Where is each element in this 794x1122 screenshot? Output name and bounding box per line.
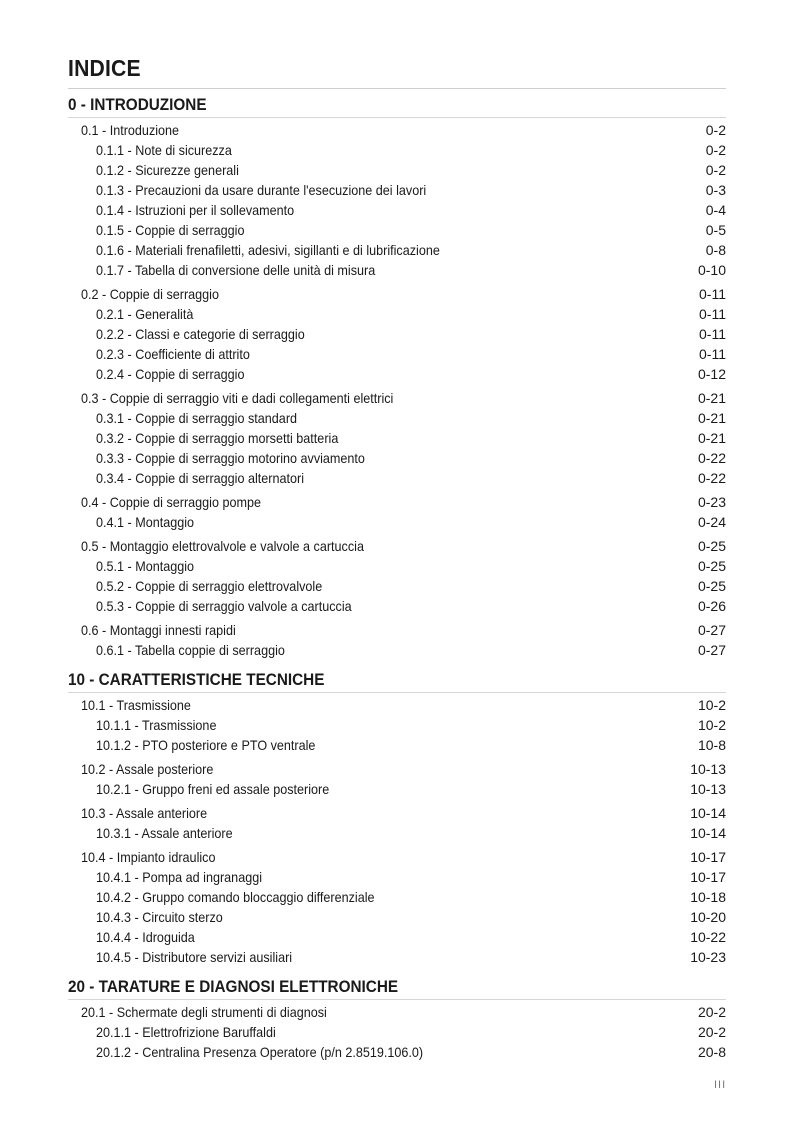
chapter-divider <box>68 692 726 693</box>
toc-subsection-entry[interactable] <box>68 140 726 160</box>
entry-label: 10.2 - Assale posteriore <box>81 761 214 777</box>
entry-page-number: 10-18 <box>690 889 726 905</box>
toc-subsection-entry[interactable] <box>68 887 726 907</box>
entry-page-number: 0-25 <box>697 538 726 554</box>
entry-page-number: 10-13 <box>690 781 726 797</box>
toc-subsection-entry[interactable] <box>68 867 726 887</box>
toc-subsection-entry[interactable] <box>68 180 726 200</box>
chapter-heading[interactable] <box>68 668 726 692</box>
entry-label: 10.4 - Impianto idraulico <box>81 849 216 865</box>
toc-subsection-entry[interactable] <box>68 947 726 967</box>
entry-label: 10.4.5 - Distributore servizi ausiliari <box>96 949 293 965</box>
entry-page-number: 0-2 <box>705 162 726 178</box>
toc-subsection-entry[interactable] <box>68 823 726 843</box>
entry-page-number: 0-26 <box>697 598 726 614</box>
entry-page-number: 0-21 <box>697 430 726 446</box>
entry-label: 0.3.2 - Coppie di serraggio morsetti batteria <box>96 430 339 446</box>
entry-page-number: 10-8 <box>697 737 726 753</box>
entry-label: 0.2.2 - Classi e categorie di serraggio <box>96 326 305 342</box>
entry-page-number: 0-4 <box>705 202 726 218</box>
entry-label: 10.1.1 - Trasmissione <box>96 717 217 733</box>
entry-page-number: 0-22 <box>697 470 726 486</box>
entry-page-number: 10-22 <box>690 929 726 945</box>
toc-section-entry[interactable] <box>68 492 726 512</box>
entry-label: 0.1.6 - Materiali frenafiletti, adesivi, sigillanti e di lubrificazione <box>96 242 440 258</box>
entry-label: 0.2.3 - Coefficiente di attrito <box>96 346 250 362</box>
entry-page-number: 10-13 <box>690 761 726 777</box>
entry-page-number: 0-11 <box>699 286 726 302</box>
page-number: III <box>714 1079 727 1091</box>
entry-page-number: 0-21 <box>697 390 726 406</box>
entry-label: 10.2.1 - Gruppo freni ed assale posteriore <box>96 781 330 797</box>
toc-subsection-entry[interactable] <box>68 556 726 576</box>
entry-page-number: 0-2 <box>705 142 726 158</box>
entry-page-number: 0-12 <box>697 366 726 382</box>
chapter-divider <box>68 117 726 118</box>
entry-page-number: 10-2 <box>697 697 726 713</box>
toc-subsection-entry[interactable] <box>68 160 726 180</box>
page-title: INDICE <box>68 55 141 81</box>
toc-subsection-entry[interactable] <box>68 779 726 799</box>
toc-subsection-entry[interactable] <box>68 200 726 220</box>
entry-page-number: 0-22 <box>697 450 726 466</box>
toc-subsection-entry[interactable] <box>68 1022 726 1042</box>
entry-label: 20.1.2 - Centralina Presenza Operatore (p/n 2.8519.106.0) <box>96 1044 424 1060</box>
entry-page-number: 10-17 <box>690 869 726 885</box>
entry-page-number: 0-3 <box>705 182 726 198</box>
toc-section-entry[interactable] <box>68 620 726 640</box>
entry-page-number: 20-2 <box>697 1004 726 1020</box>
entry-label: 10.1.2 - PTO posteriore e PTO ventrale <box>96 737 316 753</box>
entry-label: 10.1 - Trasmissione <box>81 697 191 713</box>
entry-page-number: 0-5 <box>705 222 726 238</box>
toc-subsection-entry[interactable] <box>68 907 726 927</box>
chapter-title: 20 - TARATURE E DIAGNOSI ELETTRONICHE <box>68 977 399 996</box>
toc-subsection-entry[interactable] <box>68 344 726 364</box>
entry-label: 10.4.1 - Pompa ad ingranaggi <box>96 869 263 885</box>
chapter-title: 10 - CARATTERISTICHE TECNICHE <box>68 670 325 689</box>
entry-label: 0.1.5 - Coppie di serraggio <box>96 222 245 238</box>
toc-subsection-entry[interactable] <box>68 1042 726 1062</box>
chapter-title: 0 - INTRODUZIONE <box>68 95 207 114</box>
chapter-divider <box>68 999 726 1000</box>
entry-page-number: 0-24 <box>697 514 726 530</box>
entry-label: 0.2.1 - Generalità <box>96 306 194 322</box>
entry-page-number: 0-2 <box>705 122 726 138</box>
toc-section-entry[interactable] <box>68 536 726 556</box>
toc-section-entry[interactable] <box>68 388 726 408</box>
toc-subsection-entry[interactable] <box>68 260 726 280</box>
toc-section-entry[interactable] <box>68 803 726 823</box>
toc-section-entry[interactable] <box>68 120 726 140</box>
toc-section-entry[interactable] <box>68 759 726 779</box>
entry-page-number: 10-14 <box>690 805 726 821</box>
entry-label: 0.5.3 - Coppie di serraggio valvole a cartuccia <box>96 598 352 614</box>
entry-label: 0.6.1 - Tabella coppie di serraggio <box>96 642 285 658</box>
table-of-contents <box>68 93 726 1062</box>
entry-label: 10.4.3 - Circuito sterzo <box>96 909 223 925</box>
entry-page-number: 0-10 <box>697 262 726 278</box>
entry-page-number: 10-23 <box>690 949 726 965</box>
entry-label: 0.2 - Coppie di serraggio <box>81 286 219 302</box>
entry-label: 0.2.4 - Coppie di serraggio <box>96 366 245 382</box>
entry-label: 0.6 - Montaggi innesti rapidi <box>81 622 236 638</box>
entry-page-number: 10-20 <box>690 909 726 925</box>
toc-section-entry[interactable] <box>68 1002 726 1022</box>
entry-label: 0.1.4 - Istruzioni per il sollevamento <box>96 202 295 218</box>
entry-label: 0.3.4 - Coppie di serraggio alternatori <box>96 470 305 486</box>
entry-label: 20.1.1 - Elettrofrizione Baruffaldi <box>96 1024 276 1040</box>
entry-page-number: 10-17 <box>690 849 726 865</box>
entry-page-number: 0-25 <box>697 578 726 594</box>
entry-page-number: 0-11 <box>699 326 726 342</box>
toc-subsection-entry[interactable] <box>68 408 726 428</box>
toc-subsection-entry[interactable] <box>68 240 726 260</box>
entry-label: 0.1.3 - Precauzioni da usare durante l'esecuzione dei lavori <box>96 182 427 198</box>
title-divider <box>68 88 726 89</box>
entry-label: 0.5.2 - Coppie di serraggio elettrovalvole <box>96 578 323 594</box>
entry-label: 10.3.1 - Assale anteriore <box>96 825 233 841</box>
entry-page-number: 0-11 <box>699 346 726 362</box>
entry-page-number: 0-27 <box>697 642 726 658</box>
entry-label: 10.4.4 - Idroguida <box>96 929 195 945</box>
entry-page-number: 10-14 <box>690 825 726 841</box>
entry-page-number: 20-2 <box>697 1024 726 1040</box>
toc-section-entry[interactable] <box>68 284 726 304</box>
entry-page-number: 0-11 <box>699 306 726 322</box>
toc-subsection-entry[interactable] <box>68 927 726 947</box>
entry-label: 0.5.1 - Montaggio <box>96 558 195 574</box>
entry-label: 0.5 - Montaggio elettrovalvole e valvole a cartuccia <box>81 538 364 554</box>
toc-subsection-entry[interactable] <box>68 304 726 324</box>
entry-page-number: 10-2 <box>697 717 726 733</box>
toc-subsection-entry[interactable] <box>68 220 726 240</box>
entry-label: 0.4 - Coppie di serraggio pompe <box>81 494 262 510</box>
entry-label: 0.4.1 - Montaggio <box>96 514 195 530</box>
toc-subsection-entry[interactable] <box>68 640 726 660</box>
entry-label: 0.3 - Coppie di serraggio viti e dadi collegamenti elettrici <box>81 390 394 406</box>
toc-section-entry[interactable] <box>68 695 726 715</box>
toc-subsection-entry[interactable] <box>68 596 726 616</box>
toc-subsection-entry[interactable] <box>68 364 726 384</box>
toc-subsection-entry[interactable] <box>68 428 726 448</box>
toc-subsection-entry[interactable] <box>68 735 726 755</box>
entry-page-number: 0-8 <box>705 242 726 258</box>
entry-page-number: 0-25 <box>697 558 726 574</box>
entry-label: 0.3.1 - Coppie di serraggio standard <box>96 410 298 426</box>
entry-page-number: 20-8 <box>697 1044 726 1060</box>
toc-subsection-entry[interactable] <box>68 448 726 468</box>
entry-label: 20.1 - Schermate degli strumenti di diagnosi <box>81 1004 327 1020</box>
entry-label: 0.1.2 - Sicurezze generali <box>96 162 239 178</box>
chapter-heading[interactable] <box>68 93 726 117</box>
entry-page-number: 0-21 <box>697 410 726 426</box>
entry-label: 0.1.7 - Tabella di conversione delle unità di misura <box>96 262 376 278</box>
entry-label: 0.1 - Introduzione <box>81 122 180 138</box>
entry-label: 0.3.3 - Coppie di serraggio motorino avviamento <box>96 450 365 466</box>
chapter-heading[interactable] <box>68 975 726 999</box>
entry-page-number: 0-27 <box>697 622 726 638</box>
entry-label: 10.4.2 - Gruppo comando bloccaggio differenziale <box>96 889 375 905</box>
entry-label: 10.3 - Assale anteriore <box>81 805 208 821</box>
toc-subsection-entry[interactable] <box>68 324 726 344</box>
toc-subsection-entry[interactable] <box>68 576 726 596</box>
toc-section-entry[interactable] <box>68 847 726 867</box>
toc-subsection-entry[interactable] <box>68 715 726 735</box>
toc-subsection-entry[interactable] <box>68 468 726 488</box>
entry-label: 0.1.1 - Note di sicurezza <box>96 142 232 158</box>
toc-subsection-entry[interactable] <box>68 512 726 532</box>
entry-page-number: 0-23 <box>697 494 726 510</box>
